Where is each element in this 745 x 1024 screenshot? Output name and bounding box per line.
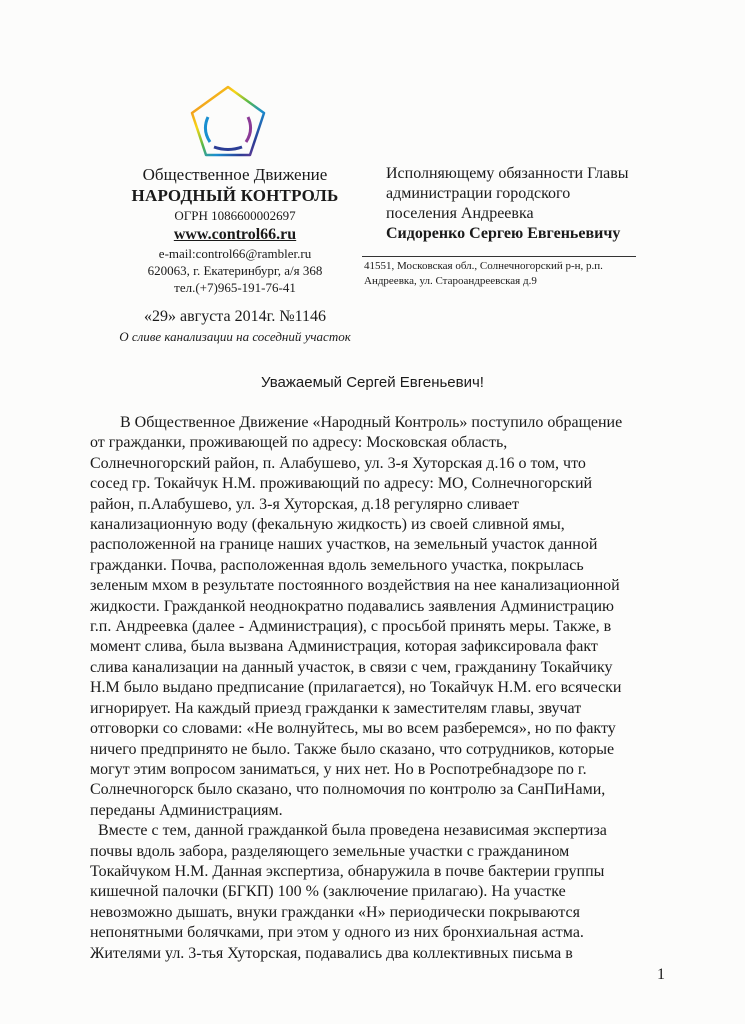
organization-name: НАРОДНЫЙ КОНТРОЛЬ: [131, 186, 339, 205]
addressee-address-line: Андреевка, ул. Староандреевская д.9: [364, 275, 537, 287]
salutation: Уважаемый Сергей Евгеньевич!: [261, 374, 484, 391]
organization-website-link[interactable]: www.control66.ru: [173, 226, 297, 243]
logo-segment-icon: [214, 147, 242, 150]
addressee-line: поселения Андреевка: [386, 205, 534, 222]
body-line: ничего предпринято не было. Также было сказано, что сотрудников, которые: [90, 740, 615, 758]
body-line: непонятными болячками, при этом у одного из них бронхиальная астма.: [90, 924, 584, 942]
body-line: отговорки со словами: «Не волнуйтесь, мы во всем разберемся», но по факту: [90, 720, 616, 738]
body-line: момент слива, была вызвана Администрация, которая зафиксировала факт: [90, 638, 598, 656]
body-line: сосед гр. Токайчук Н.М. проживающий по адресу: МО, Солнечногорский: [90, 475, 593, 493]
body-line: Жителями ул. 3-тья Хуторская, подавались два коллективных письма в: [90, 944, 573, 962]
body-line: кишечной палочки (БГКП) 100 % (заключение прилагаю). На участке: [90, 883, 566, 901]
body-line: Вместе с тем, данной гражданкой была проведена независимая экспертиза: [98, 822, 607, 840]
body-line: Токайчуком Н.М. Данная экспертиза, обнаружила в почве бактерии группы: [90, 862, 605, 880]
body-line: от гражданки, проживающей по адресу: Московская область,: [90, 434, 508, 452]
organization-title: Общественное Движение: [142, 165, 328, 184]
organization-postal-address: 620063, г. Екатеринбург, а/я 368: [147, 263, 323, 278]
body-line: расположенной на границе наших участков, на земельный участок данной: [90, 536, 598, 554]
body-line: Солнечногорский район, п. Алабушево, ул. 3-я Хуторская д.16 о том, что: [90, 454, 586, 472]
body-line: гражданки. Почва, расположенная вдоль земельного участка, покрылась: [90, 556, 584, 574]
letter-body: [90, 413, 730, 964]
logo-pentagon-inner: [205, 101, 251, 145]
organization-email: e-mail:control66@rambler.ru: [158, 246, 312, 261]
addressee-line: администрации городского: [386, 185, 571, 202]
body-line: Солнечногорск было сказано, что полномочия по контролю за СанПиНами,: [90, 781, 606, 799]
body-line: канализационную воду (фекальную жидкость) из своей сливной ямы,: [90, 516, 565, 534]
body-line: невозможно дышать, внуки гражданки «Н» периодически покрываются: [90, 903, 580, 921]
body-line: Н.М было выдано предписание (прилагается), но Токайчук Н.М. его всячески: [90, 679, 622, 697]
organization-logo: [188, 84, 268, 160]
letter-subject: О сливе канализации на соседний участок: [119, 329, 351, 344]
body-line: жидкости. Гражданкой неоднократно подавались заявления Администрацию: [90, 597, 614, 615]
organization-ogrn: ОГРН 1086600002697: [174, 208, 296, 223]
body-line: переданы Администрациям.: [90, 801, 283, 819]
organization-phone: тел.(+7)965-191-76-41: [174, 280, 296, 295]
letter-date-number: «29» августа 2014г. №1146: [143, 308, 327, 325]
body-line: могут этим вопросом заниматься, у них нет. Но в Роспотребнадзоре по г.: [90, 760, 587, 778]
body-line: район, п.Алабушево, ул. 3-я Хуторская, д.18 регулярно сливает: [90, 495, 520, 513]
organization-header: [100, 164, 370, 346]
body-line: игнорирует. На каждый приезд гражданки к заместителям главы, звучат: [90, 699, 582, 717]
body-line: зеленым мхом в результате постоянного воздействия на нее канализационной: [90, 577, 620, 595]
body-line: слива канализации на данный участок, в связи с чем, гражданину Токайчику: [90, 658, 613, 676]
addressee-address: [364, 259, 664, 289]
addressee-name: Сидоренко Сергею Евгеньевичу: [386, 225, 621, 242]
addressee-divider: [362, 256, 636, 257]
page-number: 1: [657, 966, 665, 983]
addressee-address-line: 41551, Московская обл., Солнечногорский р-н, р.п.: [364, 260, 603, 272]
addressee-line: Исполняющему обязанности Главы: [386, 165, 629, 182]
body-line: В Общественное Движение «Народный Контроль» поступило обращение: [120, 414, 623, 431]
addressee-block: [386, 164, 686, 244]
body-line: почвы вдоль забора, разделяющего земельные участки с гражданином: [90, 842, 570, 860]
body-line: г.п. Андреевка (далее - Администрация), с просьбой принять меры. Также, в: [90, 618, 612, 636]
